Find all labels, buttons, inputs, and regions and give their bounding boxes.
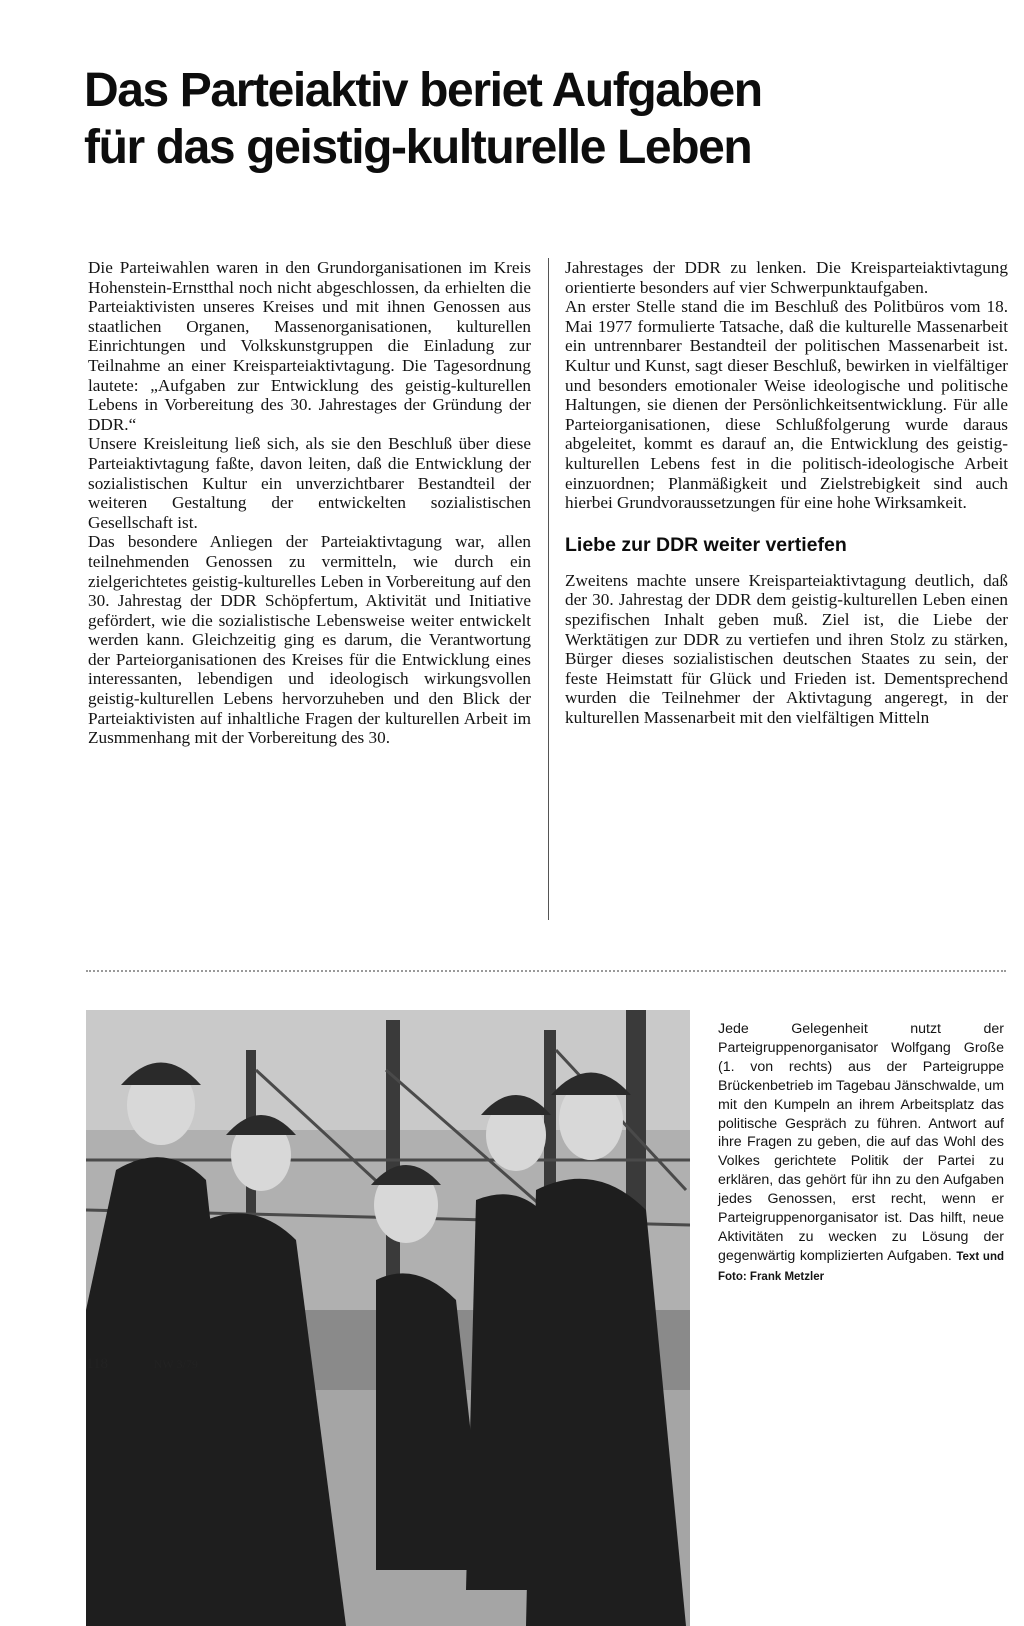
left-text-column [88,258,531,748]
photo-caption [718,1020,1004,1287]
paragraph: Die Parteiwahlen waren in den Grundorganisationen im Kreis Hohenstein-Ernstthal noch nicht abgeschlossen, da erhielten die Parteiaktivisten unseres Kreises und mit ihnen Genossen aus staatlichen Organen, Massenorganisationen, kulturellen Einrichtungen und Volkskunstgruppen die Einladung zur Teilnahme an einer Kreisparteiaktivtagung. Die Tagesordnung lautete: „Aufgaben zur Entwicklung des geistig-kulturellen Lebens in Vorbereitung des 30. Jahrestages der Gründung der DDR.“ [88,258,531,434]
photo-miners [86,1010,690,1626]
paragraph: Zweitens machte unsere Kreisparteiaktivtagung deutlich, daß der 30. Jahrestag der DDR dem geistig-kulturellen Leben einen spezifischen Inhalt geben muß. Ziel ist, die Liebe der Werktätigen zur DDR zu vertiefen und ihren Stolz zu stärken, Bürger dieses sozialistischen deutschen Staates zu sein, der feste Heimstatt für Glück und Frieden ist. Dementsprechend wurden die Teilnehmer der Aktivtagung angeregt, in der kulturellen Massenarbeit mit den vielfältigen Mitteln [565,570,1008,727]
title-line-2: für das geistig-kulturelle Leben [84,121,752,174]
page-number: 118 [86,1356,108,1372]
page-footer [86,1356,198,1373]
article-title [84,62,984,176]
paragraph: An erster Stelle stand die im Beschluß des Politbüros vom 18. Mai 1977 formulierte Tatsache, daß die kulturelle Massenarbeit ein untrennbarer Bestandteil der politischen Massenarbeit ist. Kultur und Kunst, sagt dieser Beschluß, bewirken in vielfältiger und besonders emotionaler Weise ideologische und politische Haltungen, sie dienen der Persönlichkeitsentwicklung. Für alle Parteiorganisationen, diese Schlußfolgerung wurde daraus abgeleitet, kommt es darauf an, die Entwicklung des geistig-kulturellen Lebens fest in die politisch-ideologische Arbeit einzuordnen; Planmäßigkeit und Zielstrebigkeit sind auch hierbei Grundvoraussetzungen für eine hohe Wirksamkeit. [565,297,1008,513]
paragraph: Das besondere Anliegen der Parteiaktivtagung war, allen teilnehmenden Genossen zu vermitteln, wie durch ein zielgerichtetes geistig-kulturelles Leben in Vorbereitung auf den 30. Jahrestag der DDR Schöpfertum, Aktivität und Initiative gefördert, wie die sozialistische Lebensweise weiter entwickelt werden kann. Gleichzeitig ging es darum, die Verantwortung der Parteiorganisationen des Kreises für die Entwicklung eines interessanten, lebendigen und ideologisch wirkungsvollen geistig-kulturellen Lebens hervorzuheben und den Blick der Parteiaktivisten auf inhaltliche Fragen der kulturellen Arbeit im Zusmmenhang mit der Vorbereitung des 30. [88,532,531,748]
paragraph: Unsere Kreisleitung ließ sich, als sie den Beschluß über diese Parteiaktivtagung faßte, davon leiten, daß die Entwicklung der sozialistischen Kultur ein unverzichtbarer Bestandteil der weiteren Gestaltung der entwickelten sozialistischen Gesellschaft ist. [88,434,531,532]
paragraph: Jahrestages der DDR zu lenken. Die Kreisparteiaktivtagung orientierte besonders auf vier Schwerpunktaufgaben. [565,258,1008,297]
issue-label: NW 3/79 [153,1357,198,1371]
column-divider [548,258,549,920]
photo-image [86,1010,690,1626]
section-separator [86,970,1006,972]
photo-credit: Text und Foto: Frank Metzler [718,1250,1004,1283]
title-line-1: Das Parteiaktiv beriet Aufgaben [84,64,762,117]
right-text-column [565,258,1008,727]
caption-text: Jede Gelegenheit nutzt der Parteigruppenorganisator Wolfgang Große (1. von rechts) aus der Parteigruppe Brückenbetrieb im Tagebau Jänschwalde, um mit den Kumpeln an ihrem Arbeitsplatz das politische Gespräch zu führen. Antwort auf ihre Fragen zu geben, die auf das Wohl des Volkes gerichtete Politik der Partei zu erklären, das gehört für ihn zu den Aufgaben jedes Genossen, erst recht, wenn er Parteigruppenorganisator ist. Das hilft, neue Aktivitäten zu wecken zu Lösung der gegenwärtig komplizierten Aufgaben. [718,1021,1005,1264]
subheading: Liebe zur DDR weiter vertiefen [565,533,847,556]
